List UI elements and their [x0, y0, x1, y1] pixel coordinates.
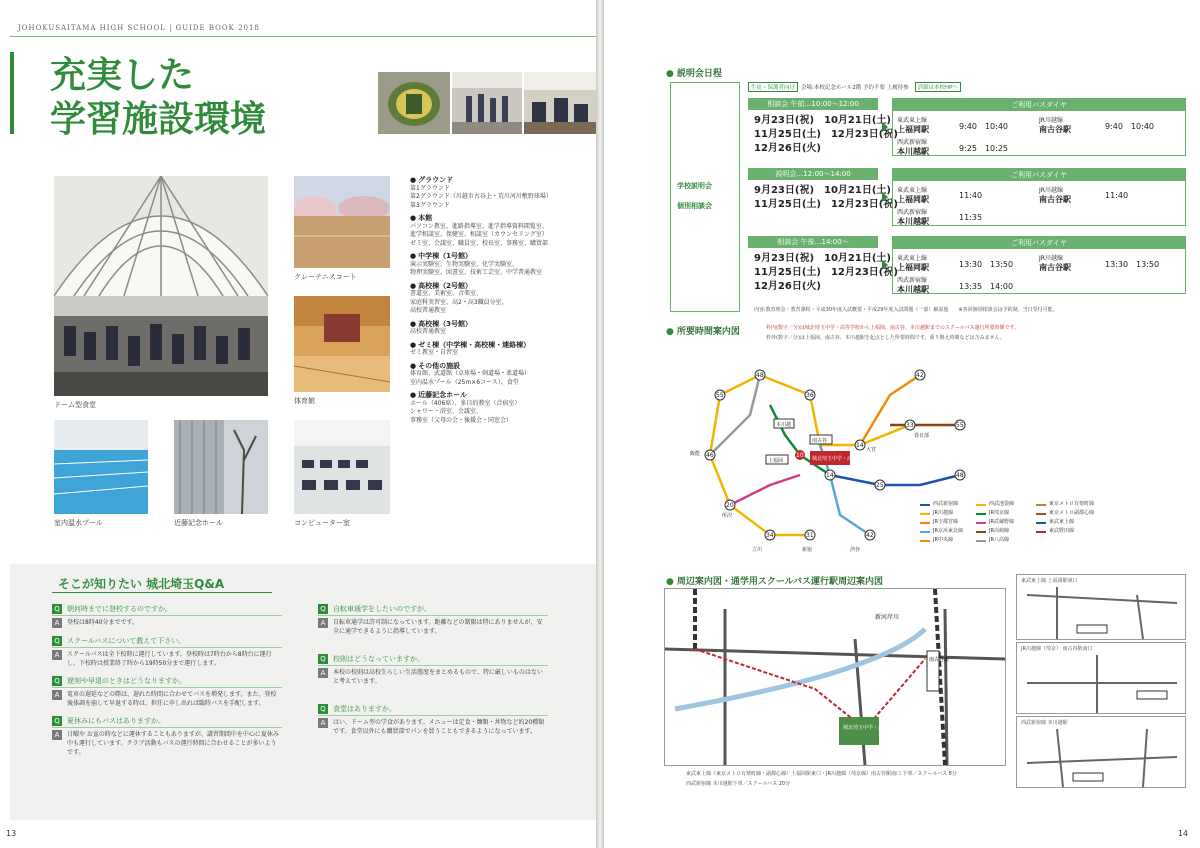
svg-text:大宮: 大宮	[866, 447, 877, 453]
time-node: 14	[856, 442, 864, 449]
classroom-photo	[524, 72, 596, 134]
page-number-right: 14	[1177, 829, 1188, 838]
bus-timetable: ご利用バスダイヤ 東武東上線 上福岡駅 13:30 13:50 JR川越線 南古谷駅 13:30 13:50 西武新宿線 本川越駅 13:35 14:00	[892, 236, 1186, 294]
time-node: 46	[706, 452, 714, 459]
route-note-2: 枠外(数字／分)は上福岡、南古谷、本川越駅を起点とした所要時間です。乗り換え時間などは含みません。	[766, 335, 1005, 341]
rail-legend-2: 西武池袋線 JR埼京線 JR武蔵野線 JR高崎線 JR八高線	[976, 500, 1014, 545]
running-header: JOHOKUSAITAMA HIGH SCHOOL | GUIDE BOOK 2018	[18, 24, 260, 32]
arrow-icon	[882, 122, 888, 132]
route-heading: ● 所要時間案内図	[666, 324, 740, 337]
qa-item: Q 遅刻や早退のときはどうなりますか。 A 電車の遅延などの際は、遅れた時間に合わせてバスを増発します。また、登校後体調を崩して早退する時は、担任に申し出れば臨時バスを手配します。	[52, 676, 282, 708]
emblem-photo	[378, 72, 450, 134]
schedule-note-strip: 生徒・保護者向け 会場:本校記念ホール2階 予約不要 上履持参 詳細は本校HPへ	[748, 82, 964, 92]
qa-left-column	[52, 604, 282, 765]
qa-item: Q 食堂はありますか。 A はい、ドーム型の学食があります。メニューは定食・麺類・丼物など約20種類です。食堂以外にも購買部でパンを買うこともできるようになっています。	[318, 704, 548, 736]
tennis-court-photo	[294, 176, 390, 268]
svg-text:本川越: 本川越	[776, 422, 792, 428]
arrow-icon	[882, 192, 888, 202]
schedule-label-box: 学校説明会 個別相談会	[670, 82, 740, 312]
page-number-left: 13	[6, 829, 17, 838]
svg-text:上福岡: 上福岡	[768, 458, 784, 464]
time-node: 14	[826, 472, 834, 479]
svg-text:城北埼玉中学・高等学校: 城北埼玉中学・高等学校	[843, 725, 899, 731]
time-node: 33	[906, 422, 914, 429]
schedule-heading: ● 説明会日程	[666, 66, 722, 79]
qa-item: Q スクールバスについて教えて下さい。 A スクールバスは全下校時に運行しています。登校時は7時台から8時台に運行し、下校時は授業終了時から19時50分まで運行します。	[52, 636, 282, 668]
svg-text:新宿: 新宿	[802, 547, 813, 553]
svg-text:南古谷: 南古谷	[812, 438, 828, 444]
mini-map-honkawagoe: 西武新宿線 本川越駅	[1016, 716, 1186, 788]
route-note-1: 枠内(数字／分)は城北埼玉中学・高等学校から上福岡、南古谷、本川越駅までのスクールバス運行所要時間です。	[766, 325, 1020, 331]
svg-text:所沢: 所沢	[722, 513, 733, 519]
schedule-note: 内容:教育理念・教育課程・平成30年度入試概要・平成29年度入試問題（一部）解説他 ※各回個別相談会は予約制。当日受付可能。	[754, 307, 1058, 313]
qa-item: Q 自転車通学をしたいのですが。 A 自転車通学は許可制になっています。距離などの制限は特にありませんが、安全に通学できるように指導しています。	[318, 604, 548, 636]
time-node: 48	[956, 472, 964, 479]
bus-timetable: ご利用バスダイヤ 東武東上線 上福岡駅 9:40 10:40 JR川越線 南古谷駅 9:40 10:40 西武新宿線 本川越駅 9:25 10:25	[892, 98, 1186, 156]
time-node: 31	[806, 532, 814, 539]
time-node: 20	[726, 502, 734, 509]
area-heading: ● 周辺案内図・通学用スクールバス運行駅周辺案内図	[666, 574, 883, 587]
pool-photo	[54, 420, 148, 514]
time-node: 55	[956, 422, 964, 429]
computer-room-photo	[294, 420, 390, 514]
caption-pc: コンピューター室	[294, 519, 350, 527]
area-note-1: 東武東上線（東京メトロ有楽町線・副都心線）上福岡駅東口・JR川越線（埼京線）南古谷駅南口 下車／スクールバス 8分	[686, 771, 957, 777]
title-accent-bar	[10, 52, 14, 134]
area-map	[664, 588, 1006, 766]
qa-item: Q 夏休みにもバスはありますか。 A 日曜や お盆の時などに運休することもありますが、講習期間中を中心に夏休み中も運行しています。クラブ活動もバスの運行時間に合わせることが多いようです。	[52, 716, 282, 757]
right-page	[604, 0, 1200, 848]
page-title: 充実した 学習施設環境	[50, 55, 267, 140]
time-node: 25	[876, 482, 884, 489]
svg-text:春日部: 春日部	[914, 433, 930, 439]
left-page	[0, 0, 596, 848]
svg-text:飯能: 飯能	[690, 451, 701, 457]
time-node: 36	[806, 392, 814, 399]
qa-right-column	[318, 604, 548, 744]
rail-legend: 西武新宿線 JR川越線 JR宇都宮線 JR京浜東北線 JR中央線	[920, 500, 963, 545]
svg-text:新河岸川: 新河岸川	[875, 614, 900, 621]
svg-text:城北埼玉中学・高等学校: 城北埼玉中学・高等学校	[812, 456, 868, 462]
caption-pool: 室内温水プール	[54, 519, 103, 527]
qa-title: そこが知りたい 城北埼玉Q&A	[58, 577, 225, 591]
qa-title-rule	[52, 592, 272, 593]
svg-text:立川: 立川	[752, 547, 763, 553]
caption-tennis: クレーテニスコート	[294, 273, 357, 281]
arrow-icon	[882, 260, 888, 270]
time-node: 34	[766, 532, 774, 539]
school-area	[839, 717, 879, 745]
bus-timetable: ご利用バスダイヤ 東武東上線 上福岡駅 11:40 JR川越線 南古谷駅 11:40 西武新宿線 本川越駅 11:35	[892, 168, 1186, 226]
time-node: 10	[796, 452, 804, 459]
rail-legend-3: 東京メトロ有楽町線 東京メトロ副都心線 東武東上線 東武野田線	[1036, 500, 1094, 536]
qa-item: Q 朝何時までに登校するのですか。 A 登校は8時40分までです。	[52, 604, 282, 628]
dome-cafeteria-photo	[54, 176, 268, 396]
schedule-block-afternoon: 相談会 午後…14:00～ 9月23日(祝) 10月21日(土) 11月25日(土) 12月23日(祝) 12月26日(火) ご利用バスダイヤ 東武東上線 上福岡駅 13:30 13:50 JR川越線 南古谷駅 13:30 13:50 西武新宿線 本川越駅 13:35 14:00	[748, 236, 1186, 298]
caption-dome: ドーム型食堂	[54, 401, 96, 409]
time-node: 55	[716, 392, 724, 399]
facility-list: ● グラウンド 第1グラウンド 第2グラウンド（川越市古谷上・荒川河川敷野球場） 第3グラウンド ● 本館 パソコン教室、進路指導室、進学指導資料閲覧室、 進学相談室、保健室、相談室（カウンセリング室） ゼミ室、会議室、職員室、校長室、事務室、購買部 ● 中学棟（1号館） 演示実験室、生物実験室、化学実験室、 物理実験室、図書室、技術工芸室、中学普通教室 ● 高校棟（2号館） 書道室、美術室、音楽室、 家庭科実習室、高2・高3職員分室、 高校普通教室 ● 高校棟（3号館） 高校普通教室 ● ゼミ棟（中学棟・高校棟・連絡棟） ゼミ教室・自習室 ● その他の施設 体育館、武道館（卓球場・剣道場・柔道場） 室内温水プール（25m×6コース）、食堂 ● 近藤記念ホール ホール（406席）、多目的教室（合宿室） シャワー・浴室、会議室、 事務室（父母の会・後援会・同窓会）	[410, 172, 580, 425]
gutter	[596, 0, 604, 848]
svg-text:渋谷: 渋谷	[850, 547, 861, 553]
area-note-2: 西武新宿線 本川越駅下車／スクールバス 20分	[686, 781, 791, 787]
time-node: 42	[916, 372, 924, 379]
header-rule	[10, 36, 596, 37]
gymnasium-photo	[294, 296, 390, 392]
time-node: 48	[756, 372, 764, 379]
hallway-photo	[452, 72, 522, 134]
time-node: 42	[866, 532, 874, 539]
schedule-block-morning: 相談会 午前…10:00～12:00 9月23日(祝) 10月21日(土) 11月25日(土) 12月23日(祝) 12月26日(火) ご利用バスダイヤ 東武東上線 上福岡駅 9:40 10:40 JR川越線 南古谷駅 9:40 10:40 西武新宿線 本川越駅 9:25 10:25	[748, 98, 1186, 160]
caption-gym: 体育館	[294, 397, 315, 405]
mini-map-minamifuruya: JR川越線（埼京） 南古谷駅南口	[1016, 642, 1186, 714]
mini-map-kamifukuoka: 東武東上線 上福岡駅東口	[1016, 574, 1186, 640]
svg-text:南古谷駅: 南古谷駅	[929, 657, 950, 663]
schedule-block-briefing: 説明会…12:00～14:00 9月23日(祝) 10月21日(土) 11月25日(土) 12月23日(祝) ご利用バスダイヤ 東武東上線 上福岡駅 11:40 JR川越線 南古谷駅 11:40 西武新宿線 本川越駅 11:35	[748, 168, 1186, 230]
caption-hall: 近藤記念ホール	[174, 519, 223, 527]
memorial-hall-photo	[174, 420, 268, 514]
qa-item: Q 校則はどうなっていますか。 A 本校の校則は高校生らしい生活態度をまとめるもので、特に厳しいものはないと考えています。	[318, 654, 548, 686]
